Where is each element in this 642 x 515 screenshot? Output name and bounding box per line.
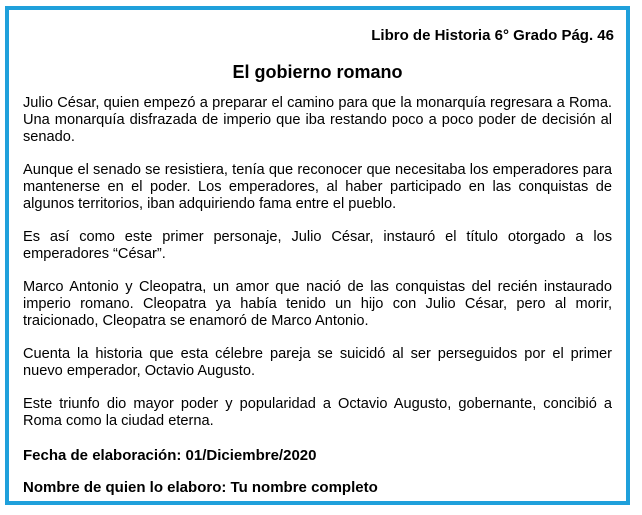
paragraph-5: Cuenta la historia que esta célebre pareja se suicidó al ser perseguidos por el primer nuevo emperador, Octavio Augusto. — [23, 346, 612, 379]
author-line: Nombre de quien lo elaboro: Tu nombre completo — [23, 479, 378, 496]
paragraph-3: Es así como este primer personaje, Julio César, instauró el título otorgado a los emperadores “César”. — [23, 229, 612, 262]
date-line: Fecha de elaboración: 01/Diciembre/2020 — [23, 447, 317, 464]
paragraph-2: Aunque el senado se resistiera, tenía que reconocer que necesitaba los emperadores para mantenerse en el poder. Los emperadores, al haber participado en las conquistas de algunos territorios, iban adquiriendo fama entre el pueblo. — [23, 162, 612, 212]
paragraph-6: Este triunfo dio mayor poder y popularidad a Octavio Augusto, gobernante, concibió a Roma como la ciudad eterna. — [23, 396, 612, 429]
document-frame — [5, 6, 630, 505]
paragraph-4: Marco Antonio y Cleopatra, un amor que nació de las conquistas del recién instaurado imperio romano. Cleopatra ya había tenido un hijo con Julio César, pero al morir, traicionado, Cleopatra se enamoró de Marco Antonio. — [23, 279, 612, 329]
book-reference: Libro de Historia 6° Grado Pág. 46 — [371, 27, 614, 44]
body-text — [23, 95, 612, 446]
page-title: El gobierno romano — [232, 62, 403, 82]
paragraph-1: Julio César, quien empezó a preparar el camino para que la monarquía regresara a Roma. Una monarquía disfrazada de imperio que iba restando poco a poco poder de decisión al senado. — [23, 95, 612, 145]
